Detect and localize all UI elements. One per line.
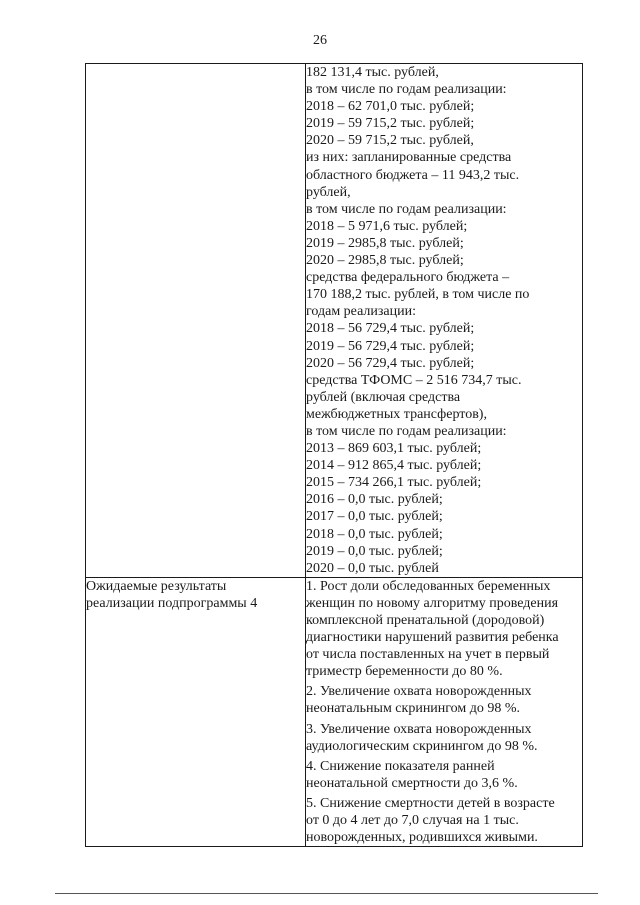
finance-line: рублей, <box>306 184 351 200</box>
result-line: новорожденных, родившихся живыми. <box>306 830 538 846</box>
finance-line: 2017 – 0,0 тыс. рублей; <box>306 509 443 525</box>
finance-line: 2018 – 0,0 тыс. рублей; <box>306 526 443 542</box>
finance-line: 2018 – 62 701,0 тыс. рублей; <box>306 99 475 115</box>
results-value-cell <box>306 577 583 846</box>
finance-line: 2019 – 0,0 тыс. рублей; <box>306 543 443 559</box>
finance-line: 2018 – 5 971,6 тыс. рублей; <box>306 218 468 234</box>
finance-line: рублей (включая средства <box>306 389 461 405</box>
result-line: 4. Снижение показателя ранней <box>306 758 495 774</box>
finance-line: 2013 – 869 603,1 тыс. рублей; <box>306 441 482 457</box>
result-line: 2. Увеличение охвата новорожденных <box>306 684 532 700</box>
finance-line: 182 131,4 тыс. рублей, <box>306 65 439 80</box>
finance-line: в том числе по годам реализации: <box>306 423 507 439</box>
finance-line: 2019 – 59 715,2 тыс. рублей; <box>306 116 475 132</box>
result-line: 3. Увеличение охвата новорожденных <box>306 721 532 737</box>
finance-line: 2020 – 56 729,4 тыс. рублей; <box>306 355 475 371</box>
results-label-line-1: Ожидаемые результаты <box>86 578 227 594</box>
result-line: 5. Снижение смертности детей в возрасте <box>306 795 555 811</box>
result-line: от числа поставленных на учет в первый <box>306 647 550 663</box>
result-line: 1. Рост доли обследованных беременных <box>306 578 551 594</box>
result-line: диагностики нарушений развития ребенка <box>306 630 559 646</box>
finance-line: 2014 – 912 865,4 тыс. рублей; <box>306 458 482 474</box>
results-row <box>86 577 583 846</box>
finance-line: 2020 – 59 715,2 тыс. рублей, <box>306 133 474 149</box>
finance-line: 2019 – 2985,8 тыс. рублей; <box>306 235 464 251</box>
finance-line: в том числе по годам реализации: <box>306 201 507 217</box>
finance-line: 2015 – 734 266,1 тыс. рублей; <box>306 475 482 491</box>
result-item <box>306 758 582 792</box>
finance-line: областного бюджета – 11 943,2 тыс. <box>306 167 520 183</box>
finance-line: 2019 – 56 729,4 тыс. рублей; <box>306 338 475 354</box>
finance-label-cell <box>86 64 306 578</box>
page-number: 26 <box>313 33 327 48</box>
result-line: неонатальным скринингом до 98 %. <box>306 701 521 717</box>
finance-line: 2020 – 2985,8 тыс. рублей; <box>306 253 464 269</box>
result-line: женщин по новому алгоритму проведения <box>306 595 559 611</box>
footer-rule <box>55 893 598 894</box>
results-label-line-2: реализации подпрограммы 4 <box>86 595 258 611</box>
result-line: комплексной пренатальной (дородовой) <box>306 613 545 628</box>
result-item <box>306 721 582 755</box>
finance-line: 170 188,2 тыс. рублей, в том числе по <box>306 287 530 303</box>
result-line: неонатальной смертности до 3,6 %. <box>306 775 518 791</box>
result-item <box>306 578 582 681</box>
finance-row <box>86 64 583 578</box>
result-line: аудиологическим скринингом до 98 %. <box>306 738 538 754</box>
finance-lines <box>306 64 582 577</box>
finance-line: межбюджетных трансфертов), <box>306 406 487 422</box>
result-line: от 0 до 4 лет до 7,0 случая на 1 тыс. <box>306 813 519 829</box>
results-label-cell <box>86 577 306 846</box>
program-table <box>85 63 583 847</box>
finance-line: годам реализации: <box>306 304 416 320</box>
result-item <box>306 683 582 717</box>
finance-line: из них: запланированные средства <box>306 150 512 166</box>
finance-line: средства федерального бюджета – <box>306 270 510 286</box>
result-line: триместр беременности до 80 %. <box>306 664 503 680</box>
finance-line: средства ТФОМС – 2 516 734,7 тыс. <box>306 372 522 388</box>
finance-line: 2020 – 0,0 тыс. рублей <box>306 560 439 576</box>
finance-line: 2018 – 56 729,4 тыс. рублей; <box>306 321 475 337</box>
finance-value-cell <box>306 64 583 578</box>
finance-line: 2016 – 0,0 тыс. рублей; <box>306 492 443 508</box>
result-item <box>306 795 582 846</box>
finance-line: в том числе по годам реализации: <box>306 82 507 98</box>
results-list <box>306 578 582 846</box>
